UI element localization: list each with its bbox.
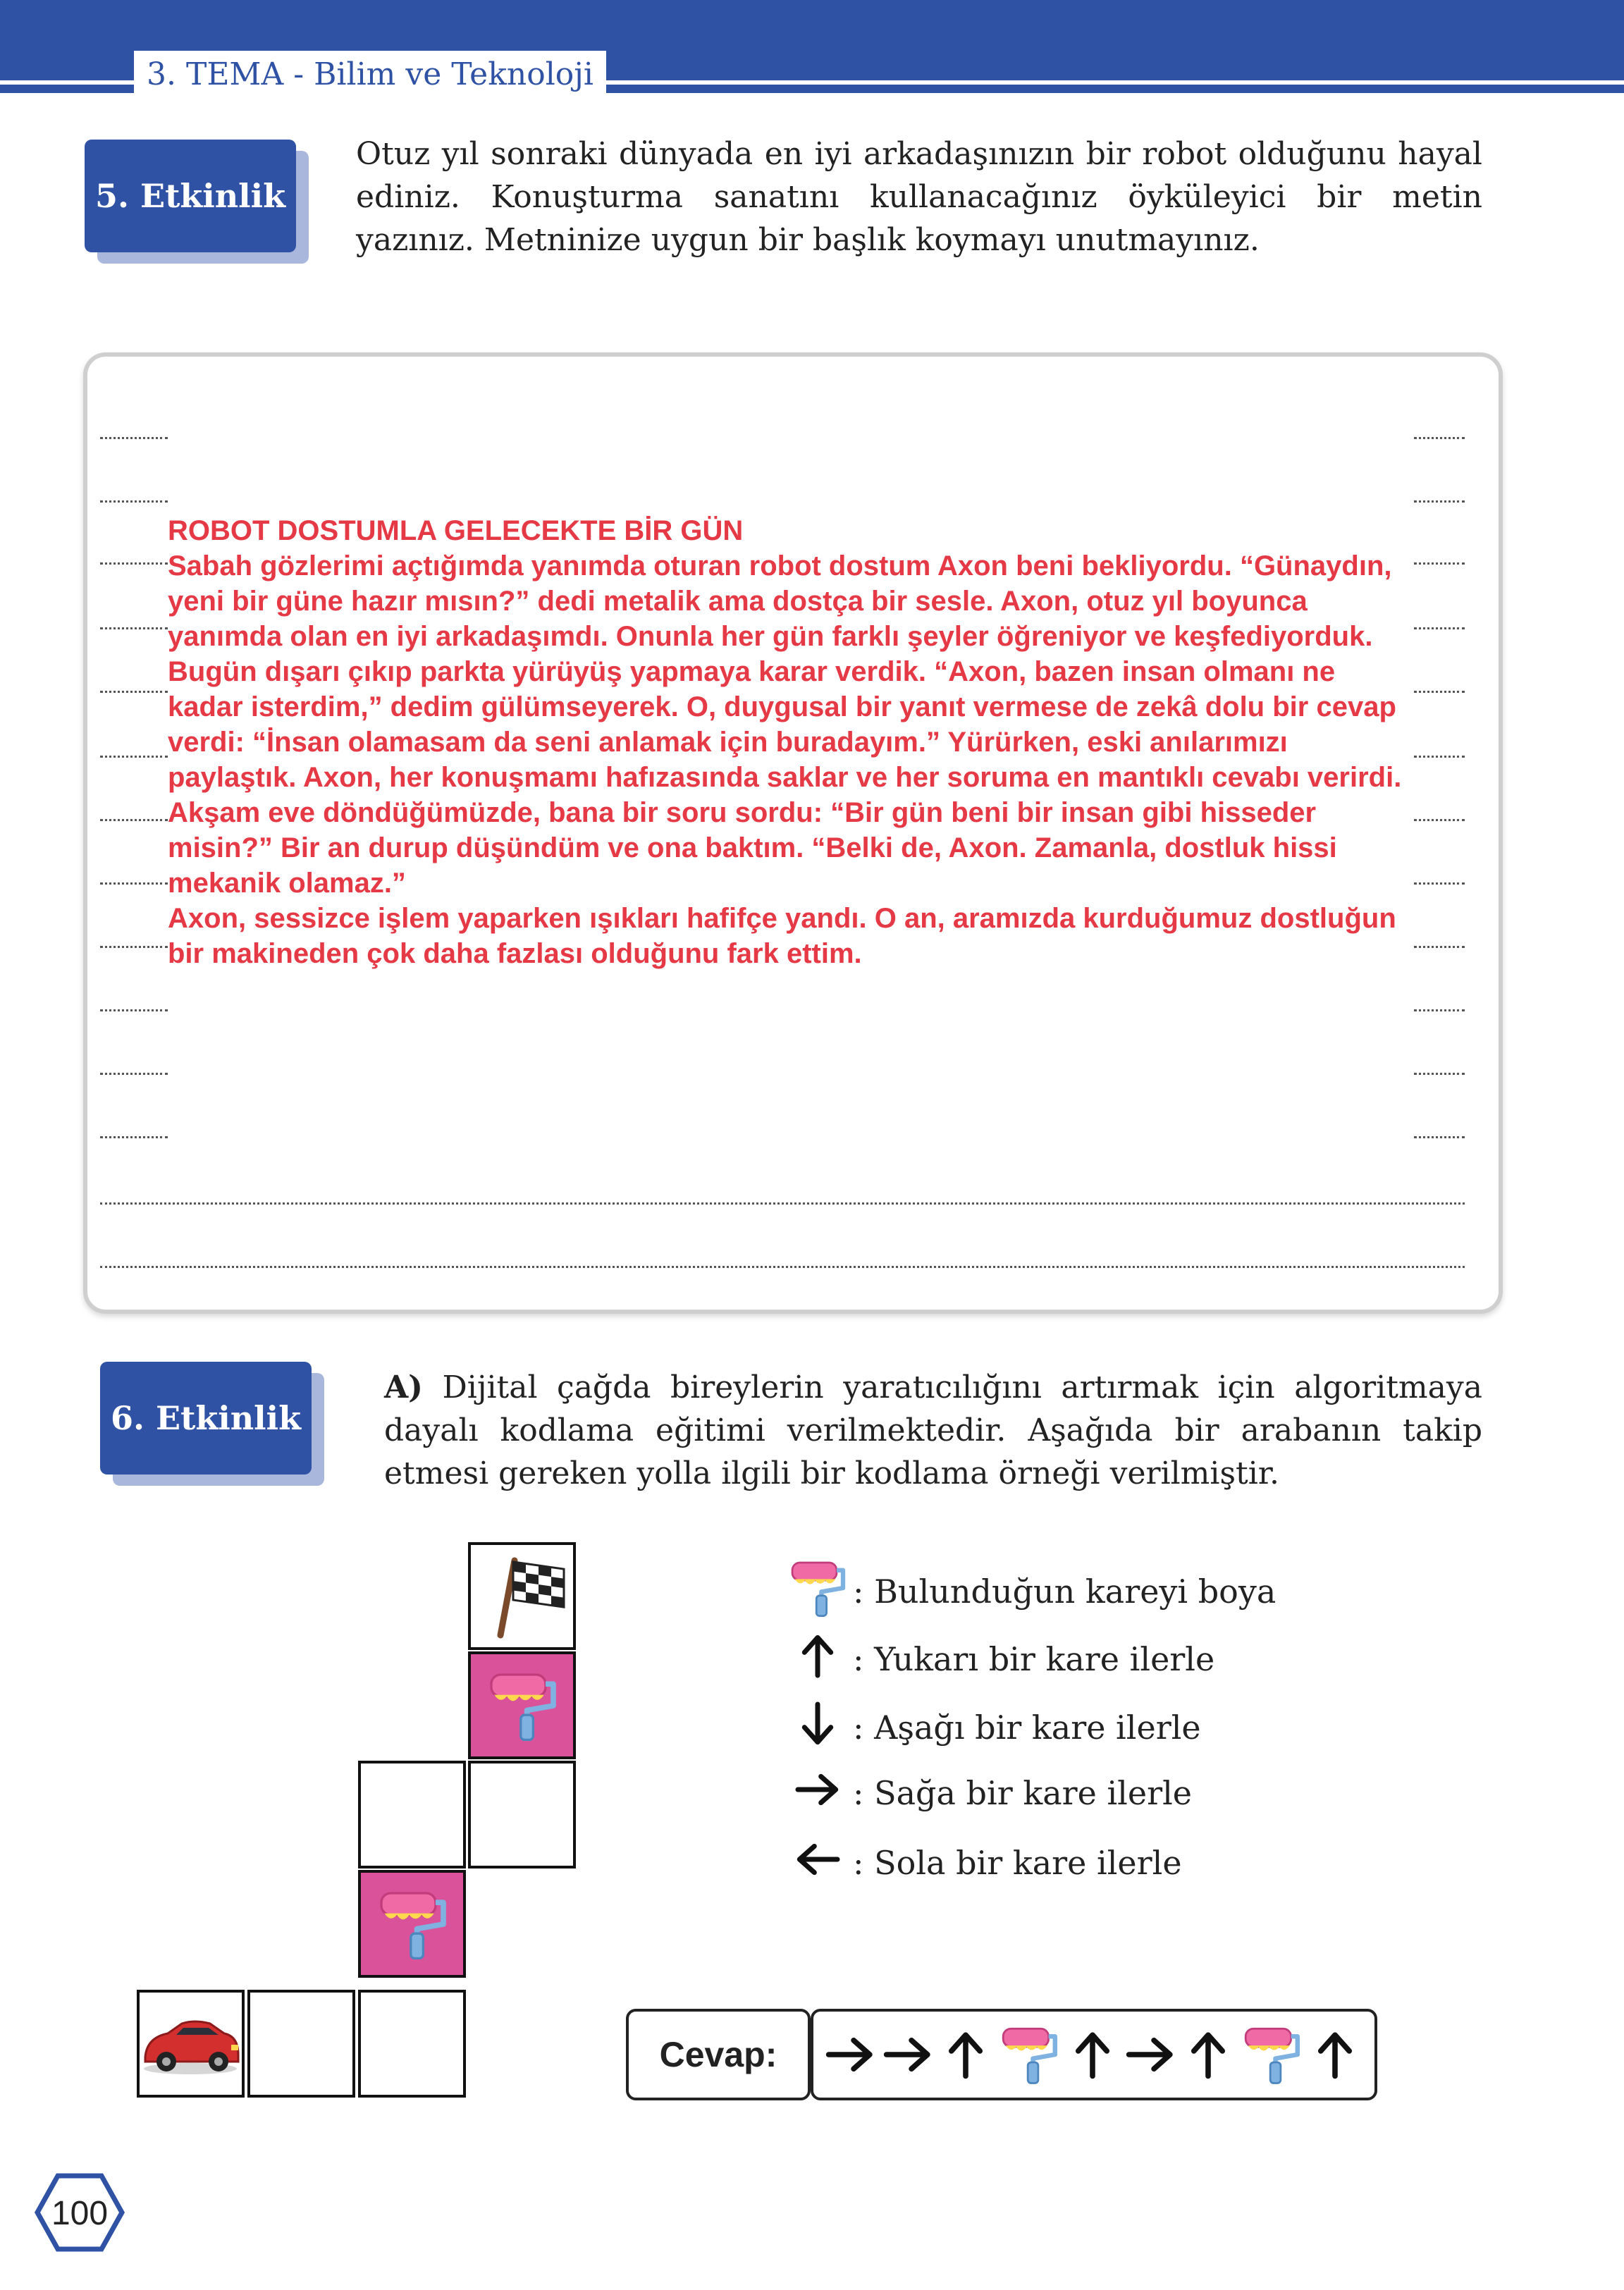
legend-text: : Bulunduğun kareyi boya — [853, 1572, 1277, 1611]
dotted-line — [1414, 437, 1465, 439]
dotted-line — [100, 500, 168, 503]
dotted-line — [100, 1073, 168, 1075]
legend-paint — [782, 1563, 1276, 1620]
dotted-line — [1414, 756, 1465, 758]
dotted-line — [1414, 627, 1465, 629]
dotted-line — [100, 691, 168, 693]
grid-cell-painted — [358, 1870, 466, 1978]
dotted-line — [100, 1202, 1465, 1205]
dotted-line — [1414, 946, 1465, 948]
red-car-icon — [140, 1993, 242, 2095]
paint-roller-icon — [374, 1885, 451, 1966]
checkered-flag-icon — [471, 1545, 573, 1647]
grid-cell — [358, 1761, 466, 1869]
answer-sequence — [811, 2009, 1377, 2100]
paint-roller-icon — [786, 1556, 849, 1627]
essay-paragraph-3: Akşam eve döndüğümüzde, bana bir soru sordu: “Bir gün beni bir insan gibi hisseder misin?” Bir an durup düşündüm ve ona baktım. “Belki de, Axon. Zamanla, dostluk hissi mekanik olamaz.” — [168, 797, 1337, 899]
dotted-line — [1414, 882, 1465, 885]
paint-roller-icon — [1239, 2022, 1304, 2087]
paint-roller-icon — [484, 1667, 561, 1747]
grid-cell-painted — [468, 1651, 576, 1759]
page-number-badge — [34, 2172, 125, 2255]
dotted-line — [100, 882, 168, 885]
dotted-line — [100, 437, 168, 439]
essay-title: ROBOT DOSTUMLA GELECEKTE BİR GÜN — [168, 515, 744, 546]
grid-cell — [358, 1990, 466, 2098]
grid-cell — [468, 1761, 576, 1869]
essay-paragraph-1: Sabah gözlerimi açtığımda yanımda oturan robot dostum Axon beni bekliyordu. “Günaydın, yeni bir güne hazır mısın?” dedi metalik ama dostça bir sesle. Axon, otuz yıl boyunca yanımda olan en iyi arkadaşımdı. Onunla her gün farklı şeyler öğreniyor ve keşfediyorduk. — [168, 550, 1392, 652]
dotted-line — [100, 1009, 168, 1011]
dotted-line — [1414, 562, 1465, 565]
arrow-right-icon — [823, 2028, 877, 2081]
dotted-line — [1414, 819, 1465, 821]
part-a-marker: A) — [384, 1369, 423, 1405]
arrow-down-icon — [793, 1699, 842, 1756]
dotted-line — [1414, 1073, 1465, 1075]
dotted-line — [100, 627, 168, 629]
dotted-line — [1414, 500, 1465, 503]
legend-text: : Sağa bir kare ilerle — [853, 1774, 1193, 1812]
legend-down — [782, 1699, 1201, 1756]
activity-5-instruction: Otuz yıl sonraki dünyada en iyi arkadaşınızın bir robot olduğunu hayal ediniz. Konuşturma sanatını kullanacağınız öyküleyici bir metin yazınız. Metninize uygun bir başlık koymayı unutmayınız. — [356, 136, 1482, 258]
dotted-line — [100, 946, 168, 948]
arrow-up-icon — [1308, 2028, 1362, 2081]
dotted-line — [100, 1136, 168, 1138]
paint-roller-icon — [997, 2022, 1062, 2087]
activity-5-label: 5. Etkinlik — [85, 140, 296, 252]
grid-cell — [247, 1990, 355, 2098]
arrow-up-icon — [1181, 2028, 1235, 2081]
dotted-line — [100, 819, 168, 821]
activity-6-instruction — [384, 1366, 1482, 1495]
essay-text — [168, 513, 1408, 971]
arrow-right-icon — [881, 2028, 935, 2081]
essay-paragraph-2: Bugün dışarı çıkıp parkta yürüyüş yapmaya karar verdik. “Axon, bazen insan olmanı ne kadar isterdim,” dedim gülümseyerek. O, duygusal bir yanıt vermese de zekâ dolu bir cevap verdi: “İnsan olamasam da seni anlamak için buradayım.” Yürürken, eski anılarımızı paylaştık. Axon, her konuşmamı hafızasında saklar ve her soruma en mantıklı cevabı verirdi. — [168, 656, 1402, 793]
arrow-up-icon — [939, 2028, 992, 2081]
legend-right — [782, 1765, 1192, 1821]
legend-text: : Aşağı bir kare ilerle — [853, 1709, 1201, 1747]
legend-up — [782, 1631, 1214, 1687]
grid-cell-start — [137, 1990, 245, 2098]
grid-cell-finish — [468, 1542, 576, 1650]
dotted-line — [1414, 691, 1465, 693]
answer-label: Cevap: — [626, 2009, 811, 2100]
dotted-line — [1414, 1009, 1465, 1011]
legend-text: : Yukarı bir kare ilerle — [853, 1640, 1215, 1678]
arrow-left-icon — [793, 1835, 842, 1892]
legend-text: : Sola bir kare ilerle — [853, 1844, 1182, 1882]
dotted-line — [1414, 1136, 1465, 1138]
legend-left — [782, 1835, 1182, 1891]
arrow-up-icon — [793, 1631, 842, 1688]
dotted-line — [100, 562, 168, 565]
dotted-line — [100, 1266, 1465, 1268]
page-number: 100 — [51, 2195, 109, 2232]
arrow-up-icon — [1066, 2028, 1119, 2081]
theme-title: 3. TEMA - Bilim ve Teknoloji — [134, 51, 606, 99]
activity-6-label: 6. Etkinlik — [100, 1362, 312, 1475]
essay-paragraph-4: Axon, sessizce işlem yaparken ışıkları hafifçe yandı. O an, aramızda kurduğumuz dostluğun bir makineden çok daha fazlası olduğunu fark ettim. — [168, 903, 1396, 969]
arrow-right-icon — [1124, 2028, 1177, 2081]
activity-6-text: Dijital çağda bireylerin yaratıcılığını artırmak için algoritmaya dayalı kodlama eğitimi verilmektedir. Aşağıda bir arabanın takip etmesi gereken yolla ilgili bir kodlama örneği verilmiştir. — [384, 1369, 1482, 1491]
dotted-line — [100, 756, 168, 758]
arrow-right-icon — [793, 1765, 842, 1822]
